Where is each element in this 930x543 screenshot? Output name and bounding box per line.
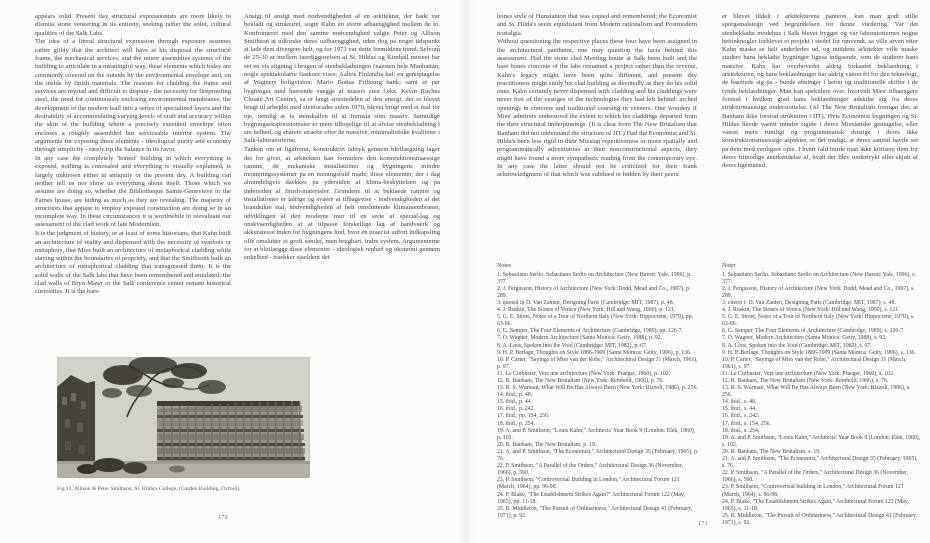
note-item: 11. Le Corbusier, Vers une architecture (New York: Praeger, 1960), s. 102. (722, 370, 895, 377)
note-item: 25. R. Middleton, "The Pursuit of Ordinariness," Architectural Design 41 (February, 1971), s. 92. (722, 512, 918, 526)
note-item: 19. A. and P. Smithson, "Louis Kahn," Architects' Year Book 9 (London: Elek, 1960), s. 102. (722, 434, 921, 448)
note-item: 21. A. and P. Smithson, "The Economist," Architectural Design 35 (February, 1965), s. 76. (722, 456, 918, 470)
note-item: 14. ibid., s. 48. (722, 399, 757, 406)
text-paragraph: In any case the completely 'honest' building in which everything is exposed, nothing is concealed and everything is visually explained, is largely unknown either in antiquity or the present day. A building can neither tell us nor show us everything about itself. Those which we assume are doing so, whether the Bibliotheque Sainte-Genevieve or the Farnes house, are hiding as much as they are revealing. The majority of structures that appear to employ exposed construction are doing so in an incomplete way. In these circumstances it is worthwhile to reevaluate our assessment of the clad work of late Modernism. (35, 155, 231, 229)
note-item: 12. R. Banham, The New Brutalism (New York: Reinhold, 1966), p. 76. (497, 378, 664, 384)
note-item: 22. P. Smithson, "A Parallel of the Orders," Architectural Design 36 (November, 1966), s. 560. (722, 470, 909, 484)
note-item: 10. P. Carter, "Sayings of Mies van der Rohe," Architectural Design 31 (March, 1961), s. 97. (722, 356, 907, 370)
note-item: 4. J. Ruskin, The Stones of Venice (New York: Hill and Wang, 1960), s. 121. (722, 307, 900, 314)
text-paragraph: appears solid. Present day structural expressionists are more likely to dismiss stone veneering in its entirety, seeking rather the solid, cultural qualities of the Salk Labs. (35, 13, 231, 37)
note-item: 7. O. Wagner, Modern Architecture (Santa Monica: Getty, 1988), s. 92. (722, 335, 887, 342)
note-item: 20. R. Banham, The New Brutalism, p. 19. (497, 441, 597, 448)
text-paragraph: bones style of Hunstanton that was copied and remembered; the Economist and St. Hilda's seem equidistant from Modern rationalism and Postmodern nostalgia. (497, 13, 697, 37)
left-english-column (35, 13, 231, 297)
note-item: 6. G. Semper, The Four Elements of Architecture (Cambridge, 1989), pp. 126-7. (497, 328, 684, 335)
note-item: 13. R. S. Wurman, What Will Be Has Always Been (New York: Rizzoli, 1986), p. 256. (497, 385, 698, 392)
note-item: 15. ibid., p. 44. (497, 399, 533, 406)
note-item: 17. ibid., pp. 154, 256. (497, 413, 550, 420)
text-paragraph: The idea of a literal structural expression through exposure assumes rather glibly that the architect will have at his disposal the structural frame, the mechanical services, and the minor assemblies systems of the building to articulate in a meaningful way, these elements which today are commonly covered on the outside by the environmental envelope and, on the inside by finish materials. The reasons for cladding the frame and services are myriad and difficult to dispute - the necessity for fireproofing steel, the need for continuously enclosing environmental membranes, the development of the modern wall into a series of specialized layers and the desirability of accommodating varying levels of craft and accuracy within the skin of the building where a precisely executed envelope often encloses a roughly assembled but serviceable interior system. The arguments for exposing these elements - ideological purity and economy through simplicity - rarely tip the balance in its favor. (35, 38, 231, 154)
note-item: 5. G. E. Street, Notes of a Tour of Northern Italy (New York: Hippocrene, 1970), s. 63-66. (722, 314, 915, 328)
figure-caption: Fig 13. Allison & Peter Smithson, St. Hilda's College, (Garden Building, Oxford). (57, 486, 241, 492)
note-item: 22. P. Smithson, "A Parallel of the Orders," Architectural Design 36 (November, 1966), p. 560. (497, 463, 684, 477)
note-item: 7. O. Wagner, Modern Architecture (Santa Monica: Getty, 1988), p. 92. (497, 335, 663, 342)
note-item: 8. A. Loos, Spoken into the Void (Cambridge: MIT, 1982), p. 67. (497, 342, 648, 349)
text-paragraph: Ansigt til ansigt med nodvendigheden af en arkitektur, der bade var bekladt og strukturel, sogte Kahn en storre afhaengighed mellem de to. Konfronteret med den samme nodvendighed valgte Peter og Allison Smithson at udforske deres uafhaengighed, uden dog pa noget tidspunkt at lade dem divergere helt, og for 1971 var dette fremtidens trend. Selvom de 25-30 ar mellem faerdiggorelsen af St. Hildas og Kimball museet har set en vis stigning i brugen af stenbekladningen (naesten hele Manhattan; nogle spektakulaere fiaskoer vises; Aaltos Finlandia hal; en genoptagelse af Wagners boligvision; Mario Bottas Fribourg bank; samt et par bygninger med baerende vaegge af massiv sten f.eks. Kevin Roches Choate Art Centre), sa er langt storstedelen af den energi, der er blevet brugt til arbejdet med stenfacader siden 1970, blevet brugt med et mal for oje, nemlig at fa stenskallen til at fremsta som massiv. Samtidige bygningsekspressionister er mere tilbojelige til at afvise stenbekladning i sin helhed, og snarere straebe efter de massive, minimalistiske kvaliteter i Salk-laboratorierne. (244, 13, 440, 145)
note-item: 18. ibid., p. 254. (497, 420, 536, 427)
notes-danish (722, 263, 922, 527)
note-item: 10. P. Carter, "Sayings of Mies van der Rohe," Architectural Design 31 (March, 1961), p. 97. (497, 356, 698, 370)
note-item: 25. R. Middleton, "The Pursuit of Ordinariness," Architectural Design 41 (February, 1971), p. 92. (497, 505, 693, 519)
note-item: 11. Le Corbusier, Vers une architecture (New York: Praeger, 1960), p. 102. (497, 370, 671, 377)
note-item: 14. ibid., p. 48. (497, 392, 533, 399)
right-english-column (497, 13, 697, 180)
notes-heading-danish: Noter (722, 263, 736, 269)
notes-heading-english: Notes (497, 263, 511, 269)
note-item: 9. H. P. Berlage, Thoughts on Style 1886-1909 (Santa Monica: Getty, 1996), p. 136. (497, 349, 692, 356)
note-item: 8. A. Loos, Spoken into the Void (Cambridge: MIT, 1982), s. 67. (722, 342, 872, 349)
note-item: 17. ibid., s. 154, 256. (722, 420, 771, 427)
right-page (465, 0, 930, 543)
text-paragraph: Tanken om et ligefremt, konstruktivt udtryk gennem blotlaegning tager det for givet, at arkitekten kan formulere den konstruktionsmaessige ramme, de mekaniske installationer og bygningens mindre monteringssystemer pa en meningsfuld made; disse elementer, der i dag almindeligvis daekkes pa ydersiden af klima-beskyttelsen og pa indersiden af finish-materialer. Grundene til at beklaede ramme og installationer er talrige og svaere at tilbagevise - nodvendigheden af det brandsikre stal, nodvendigheden af helt omsluttende klimamembraner, udviklingen af den moderne mur til en serie af special-lag og onskvaerdigheden af at tilpasse forskellige lag af handvaerk og akkuratesse inden for bygningens hud, hvor en praecist udfort indkapsling ofte omslutter et groft samlet, men brugbart, indre system. Argumenterne for at blotlaegge disse elementer - ideologisk renhed og okonomi gennem enkelhed - traekker sjaeldent det (244, 146, 440, 262)
note-item: 1. Sebastiano Serlio, Sebastiano Serlio on Architecture (New Haven: Yale, 1996), s. 377. (722, 271, 916, 285)
right-page-number: 171 (698, 521, 708, 527)
note-item: 4. J. Ruskin, The Stones of Venice (New York: Hill and Wang, 1960), p. 121. (497, 307, 676, 314)
note-item: 6. G. Semper, The Four Elements of Architecture (Cambridge, 1989), s. 126-7. (722, 328, 905, 335)
note-item: 15. ibid., s. 44. (722, 406, 757, 413)
note-item: 19. A. and P. Smithson, "Louis Kahn," Architects' Year Book 9 (London: Elek, 1960), p. 102. (497, 427, 696, 441)
text-paragraph: er blevet tildelt i arkitekturens panteon, kan man godt stille sporgsmalstegn ved begrundelsen for denne vurdering. Var det stenbekladte modehus i Salk blevet bygget og var laboratoriernes nogne betonknogler forblevet et projekt i stedet for omvendt, sa ville arven efter Kahn maske se helt anderledes ud, og nutidens arkitekter ville maske studere hans bekladte bygninger ligesa indgaende, som de studerer hans massive. Kahn har overhovedet aldrig forkastet beklaedning i arkitekturen, og hans beklaedninger har aldrig vaeret fri for den teknologi, de baserede sig pa - buede abninger i beton og traditionelle skifter i de tynde beklaedninger. Man kan spekulere over, hvorvidt Mies' tilhaengere forstod i hvilken grad hans beklaedninger adskilte sig fra deres strukturmaessige understottelse. (Af The New Brutalism fremgar det, at Banham ikke forstod strukturen i IIT). Hvis Economist bygningen og St. Hildas havde vaeret mindre rigide i deres Miesianske gentagelse, eller vaeret mere rumligt og programmatisk dristige i deres ikke konstruktionsmaessige aspekter, er det muligt, at deres samtid havde set pa dem med venligere ojne. I hvert fald burde man ikke kritisere dem for deres frimodige anerkendelse af, hvad der blev undertrykt eller skjult af deres ligemaend. (722, 13, 918, 170)
note-item: 5. G. E. Street, Notes of a Tour of Northern Italy (New York: Hippocrene, 1970), pp. 63-66. (497, 314, 694, 328)
text-paragraph: Without questioning the respective places these four have been assigned in the architectural pantheon, one may question the facts behind this assessment. Had the stone clad Meeting house at Salk been built and the bare bones concrete of the labs remained a project rather than the reverse, Kahn's legacy might have been quite different, and present day practitioners might study his clad building as devotedly as they do his solid ones. Kahn certainly never dispensed with cladding and his claddings were never free of the vestiges of the technologies they had left behind: arched openings in concrete and traditional coursing in veneers. One wonders if Mies' admirers understood the extent to which his claddings departed from the their structural underpinnings. (It is clear from The New Brutalism that Banham did not understand the structure of IIT.) Had the Economist and St. Hilda's been less rigid in their Miesian repetitiveness or more spatially and programmatically adventurous in their nonconstructional aspects, they might have found a more sympathetic reading from the contemporary eye. In any case the latter should not be criticized for their frank acknowledgment of that which was subdued or hidden by their peers. (497, 38, 697, 179)
text-paragraph: It is the judgment of history, or at least of some historians, that Kahn built an architecture of reality and dispensed with the necessity of symbols or metaphors, that Mies built an architecture of metaphorical cladding while staying within the boundaries of propriety, and that the Smithsons built an architecture of metaphorical cladding that transgressed them. It is the solid walls of the Salk labs that have been remembered and emulated; the clad walls of Bryn Mawr or the Salk conference center remain historical curiosities. It is the bare- (35, 230, 231, 296)
note-item: 13. R. S. Wurman, What Will Be Has Always Been (New York: Rizzoli, 1986), s. 256. (722, 385, 911, 399)
figure-photo-st-hildas (57, 357, 310, 478)
left-danish-column (244, 13, 440, 263)
halftone-photo-illustration (57, 357, 310, 478)
note-item: 2. J. Fergusson, History of Architecture (New York: Dodd, Mead and Co., 1907), s. 289. (722, 285, 915, 299)
note-item: 16. ibid., s. 242. (722, 413, 760, 420)
note-item: 1. Sebastiano Serlio, Sebastiano Serlio on Architecture (New Haven: Yale, 1996), p. 377. (497, 271, 692, 285)
right-danish-column (722, 13, 918, 171)
notes-english (497, 263, 699, 520)
note-item: 24. P. Blake, "The Establishment Strikes Again?" Architectural Forum 122 (May, 1965), pp. 11-18. (497, 491, 685, 505)
note-item: 23. P. Smithson, "Controversial Building in London," Architectural Forum 121 (March, 1964), pp. 96-98. (497, 477, 680, 491)
note-item: 21. A. and P. Smithson, "The Economist," Architectural Design 35 (February, 1965), p. 76. (497, 448, 699, 463)
note-item: 2. J. Fergusson, History of Architecture (New York: Dodd, Mead and Co., 1907), p. 289. (497, 285, 691, 299)
note-item: 9. H. P. Berlage, Thoughts on Style 1886-1909 (Santa Monica: Getty, 1996), s. 136. (722, 349, 916, 356)
left-page-number: 170 (218, 515, 228, 521)
note-item: 20. R. Banham, The New Brutalism, s. 19. (722, 448, 821, 455)
note-item: 18. ibid., s. 254. (722, 427, 760, 434)
notes-list-danish (722, 272, 922, 527)
note-item: 3. citeret i: D. Van Zanten, Designing Paris (Cambridge: MIT, 1987), s. 48. (722, 299, 896, 306)
note-item: 24. P. Blake, "The Establishment Strikes Again," Architectural Forum 122 (May, 1965), s. 11-18. (722, 498, 909, 512)
note-item: 12. R. Banham, The New Brutalism (New York: Reinhold, 1966), s. 76. (722, 378, 889, 384)
note-item: 23. P. Smithson, "Controversial building in London," Architectural Forum 121 (March, 1964), s. 96-98. (722, 484, 904, 498)
note-item: 16. ibid., p. 242. (497, 406, 536, 413)
note-item: 3. quoted in D. Van Zanten, Designing Paris (Cambridge: MIT, 1987), p. 48. (497, 299, 675, 306)
notes-list-english (497, 272, 699, 520)
